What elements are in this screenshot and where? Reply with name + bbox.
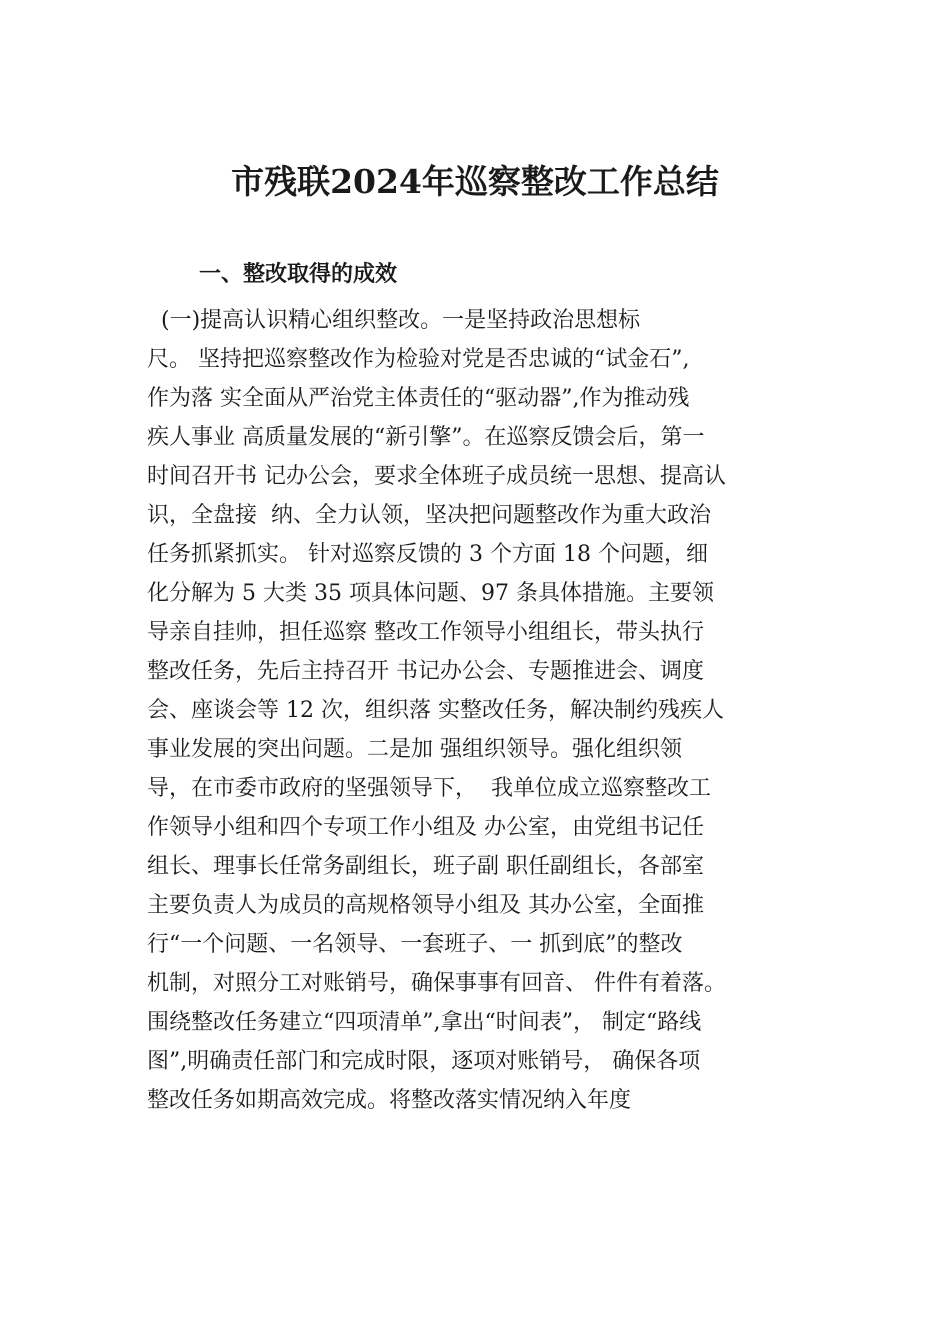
text-line: 识，全盘接 纳、全力认领，坚决把问题整改作为重大政治 (147, 503, 711, 528)
text-line: 事业发展的突出问题。二是加 强组织领导。强化组织领 (147, 737, 682, 762)
text-line: 主要负责人为成员的高规格领导小组及 其办公室，全面推 (147, 893, 704, 918)
text-line: 导，在市委市政府的坚强领导下， 我单位成立巡察整改工 (147, 776, 711, 801)
text-line: 作为落 实全面从严治党主体责任的“驱动器”,作为推动残 (147, 386, 690, 411)
text-line: 尺。 坚持把巡察整改作为检验对党是否忠诚的“试金石”, (147, 347, 690, 372)
text-line: 导亲自挂帅，担任巡察 整改工作领导小组组长，带头执行 (147, 620, 704, 645)
text-line: (一)提高认识精心组织整改。一是坚持政治思想标 (147, 308, 641, 333)
text-line: 疾人事业 高质量发展的“新引擎”。在巡察反馈会后，第一 (147, 425, 705, 450)
text-line: 会、座谈会等 12 次，组织落 实整改任务，解决制约残疾人 (147, 698, 724, 723)
text-line: 围绕整改任务建立“四项清单”,拿出“时间表”， 制定“路线 (147, 1010, 702, 1035)
text-line: 作领导小组和四个专项工作小组及 办公室，由党组书记任 (147, 815, 704, 840)
body-paragraph (147, 301, 827, 1120)
text-line: 组长、理事长任常务副组长，班子副 职任副组长，各部室 (147, 854, 704, 879)
text-line: 整改任务，先后主持召开 书记办公会、专题推进会、调度 (147, 659, 704, 684)
document-title: 市残联2024年巡察整改工作总结 (231, 162, 719, 201)
text-line: 行“一个问题、一名领导、一套班子、一 抓到底”的整改 (147, 932, 683, 957)
text-line: 化分解为 5 大类 35 项具体问题、97 条具体措施。主要领 (147, 581, 714, 606)
section-heading: 一、整改取得的成效 (199, 262, 398, 287)
text-line: 机制，对照分工对账销号，确保事事有回音、 件件有着落。 (147, 971, 726, 996)
text-line: 整改任务如期高效完成。将整改落实情况纳入年度 (147, 1088, 632, 1113)
text-line: 时间召开书 记办公会，要求全体班子成员统一思想、提高认 (147, 464, 726, 489)
text-line: 图”,明确责任部门和完成时限，逐项对账销号， 确保各项 (147, 1049, 701, 1074)
text-line: 任务抓紧抓实。 针对巡察反馈的 3 个方面 18 个问题，细 (147, 542, 708, 567)
